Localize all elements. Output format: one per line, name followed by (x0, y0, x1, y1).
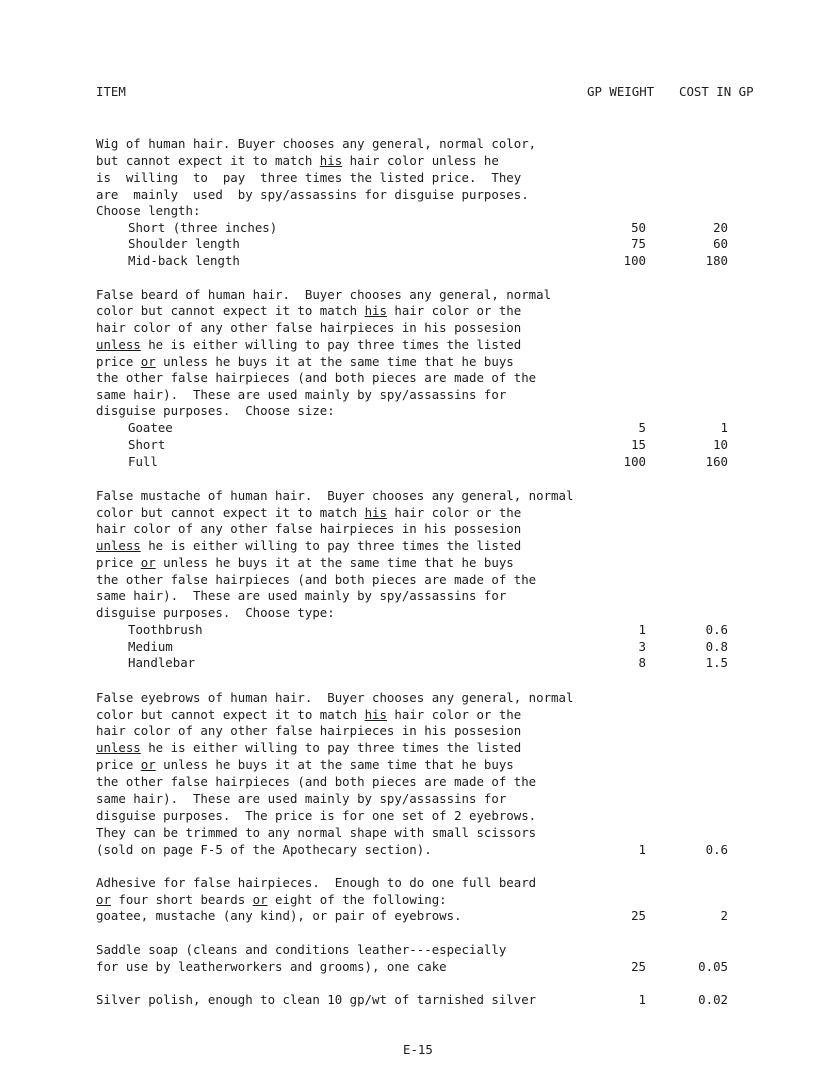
text-line: for use by leatherworkers and grooms), one cake (96, 959, 447, 974)
option-name: Full (128, 454, 158, 469)
option-weight: 5 (638, 420, 646, 435)
item-weight: 1 (638, 992, 646, 1007)
text-line: the other false hairpieces (and both pieces are made of the (96, 370, 537, 385)
text-line: unless he is either willing to pay three times the listed (96, 337, 522, 352)
text-line: disguise purposes. Choose size: (96, 403, 335, 418)
text-line: color but cannot expect it to match his hair color or the (96, 303, 522, 318)
item-weight: 25 (631, 908, 646, 923)
text-line: False beard of human hair. Buyer chooses any general, normal (96, 287, 552, 302)
text-line: price or unless he buys it at the same time that he buys (96, 354, 514, 369)
option-cost: 180 (705, 253, 728, 268)
text-line: Adhesive for false hairpieces. Enough to do one full beard (96, 875, 537, 890)
text-line: are mainly used by spy/assassins for disguise purposes. (96, 187, 529, 202)
text-line: color but cannot expect it to match his hair color or the (96, 707, 522, 722)
item-cost: 0.05 (698, 959, 728, 974)
page-number: E-15 (403, 1042, 433, 1057)
option-weight: 3 (638, 639, 646, 654)
text-line: Wig of human hair. Buyer chooses any general, normal color, (96, 136, 537, 151)
option-cost: 1.5 (705, 655, 728, 670)
text-line: They can be trimmed to any normal shape with small scissors (96, 825, 537, 840)
text-line: Choose length: (96, 203, 201, 218)
text-line: same hair). These are used mainly by spy/assassins for (96, 791, 507, 806)
text-line: price or unless he buys it at the same time that he buys (96, 555, 514, 570)
text-line: Saddle soap (cleans and conditions leather---especially (96, 942, 507, 957)
column-header-cost: COST IN GP (679, 84, 754, 99)
item-weight: 25 (631, 959, 646, 974)
option-name: Short (three inches) (128, 220, 278, 235)
item-weight: 1 (638, 842, 646, 857)
option-name: Handlebar (128, 655, 196, 670)
text-line: unless he is either willing to pay three times the listed (96, 740, 522, 755)
option-weight: 75 (631, 236, 646, 251)
option-weight: 1 (638, 622, 646, 637)
text-line: hair color of any other false hairpieces in his possesion (96, 521, 522, 536)
option-cost: 0.6 (705, 622, 728, 637)
option-name: Goatee (128, 420, 173, 435)
text-line: goatee, mustache (any kind), or pair of eyebrows. (96, 908, 462, 923)
text-line: same hair). These are used mainly by spy/assassins for (96, 387, 507, 402)
text-line: the other false hairpieces (and both pieces are made of the (96, 572, 537, 587)
column-header-weight: GP WEIGHT (587, 84, 655, 99)
option-cost: 60 (713, 236, 728, 251)
text-line: (sold on page F-5 of the Apothecary section). (96, 842, 432, 857)
option-cost: 0.8 (705, 639, 728, 654)
option-cost: 20 (713, 220, 728, 235)
option-weight: 100 (623, 454, 646, 469)
text-line: or four short beards or eight of the following: (96, 892, 447, 907)
text-line: disguise purposes. The price is for one set of 2 eyebrows. (96, 808, 537, 823)
text-line: Silver polish, enough to clean 10 gp/wt of tarnished silver (96, 992, 537, 1007)
text-line: but cannot expect it to match his hair color unless he (96, 153, 499, 168)
text-line: unless he is either willing to pay three times the listed (96, 538, 522, 553)
text-line: hair color of any other false hairpieces in his possesion (96, 723, 522, 738)
option-weight: 15 (631, 437, 646, 452)
text-line: disguise purposes. Choose type: (96, 605, 335, 620)
column-header-item: ITEM (96, 84, 126, 99)
option-name: Mid-back length (128, 253, 240, 268)
option-weight: 100 (623, 253, 646, 268)
option-cost: 10 (713, 437, 728, 452)
text-line: the other false hairpieces (and both pieces are made of the (96, 774, 537, 789)
option-name: Toothbrush (128, 622, 203, 637)
item-cost: 0.02 (698, 992, 728, 1007)
text-line: color but cannot expect it to match his hair color or the (96, 505, 522, 520)
text-line: same hair). These are used mainly by spy/assassins for (96, 588, 507, 603)
item-cost: 2 (720, 908, 728, 923)
option-cost: 160 (705, 454, 728, 469)
option-name: Medium (128, 639, 173, 654)
text-line: False mustache of human hair. Buyer chooses any general, normal (96, 488, 574, 503)
option-cost: 1 (720, 420, 728, 435)
text-line: False eyebrows of human hair. Buyer chooses any general, normal (96, 690, 574, 705)
option-weight: 50 (631, 220, 646, 235)
text-line: price or unless he buys it at the same time that he buys (96, 757, 514, 772)
text-line: hair color of any other false hairpieces in his possesion (96, 320, 522, 335)
text-line: is willing to pay three times the listed price. They (96, 170, 522, 185)
option-name: Short (128, 437, 166, 452)
option-weight: 8 (638, 655, 646, 670)
item-cost: 0.6 (705, 842, 728, 857)
option-name: Shoulder length (128, 236, 240, 251)
